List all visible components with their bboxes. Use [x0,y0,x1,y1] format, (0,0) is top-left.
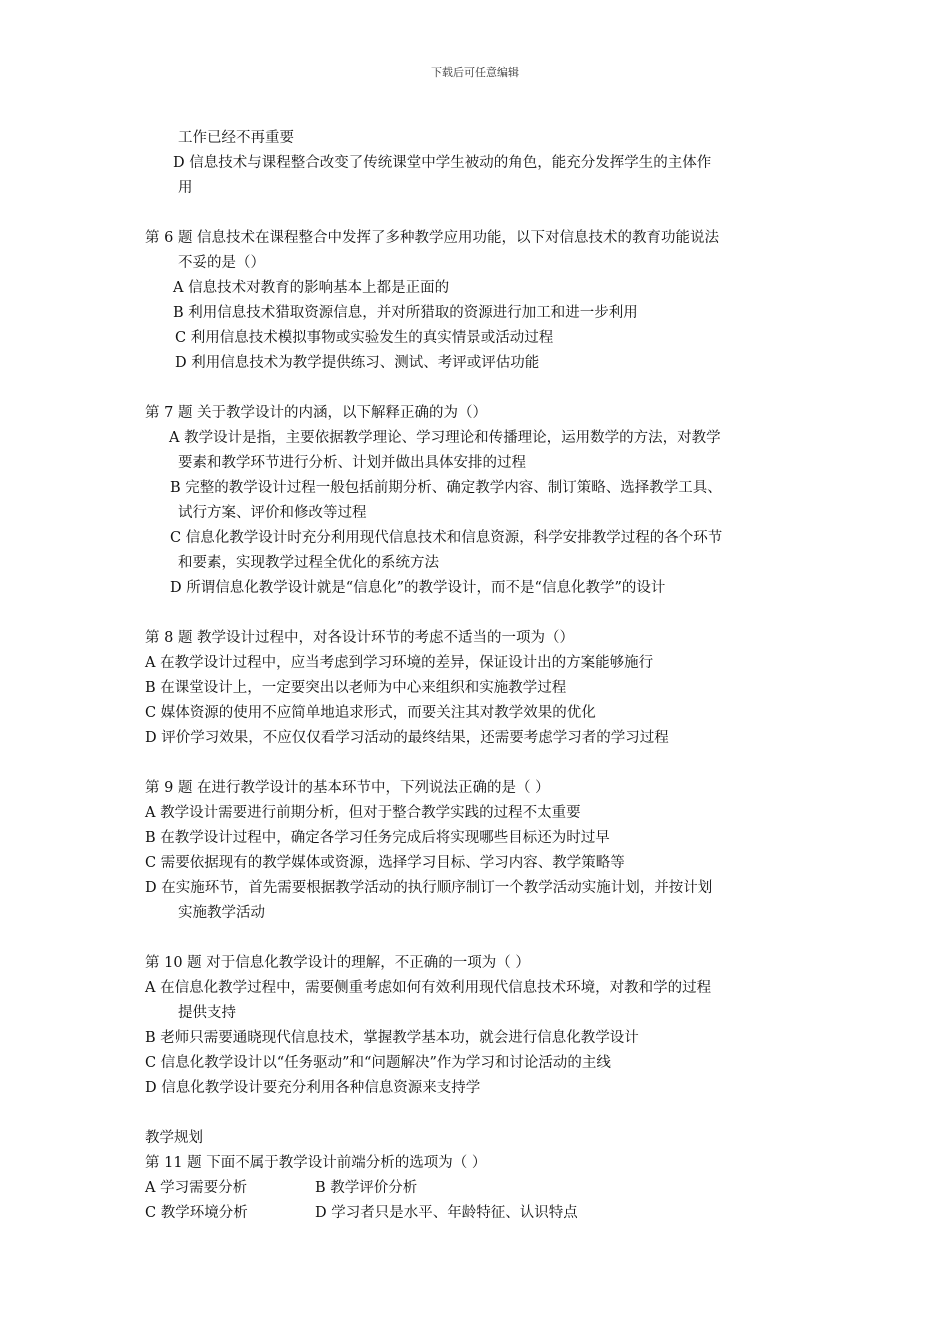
option-a: A 在信息化教学过程中，需要侧重考虑如何有效利用现代信息技术环境，对教和学的过程 [145,980,712,996]
options-row-1 [145,1176,810,1201]
question-stem: 第 8 题 教学设计过程中，对各设计环节的考虑不适当的一项为（） [145,630,575,646]
question-stem: 第 11 题 下面不属于教学设计前端分析的选项为（ ） [145,1155,487,1171]
option-c: C 需要依据现有的教学媒体或资源，选择学习目标、学习内容、教学策略等 [145,855,625,871]
continued-text: 工作已经不再重要 [178,130,294,146]
option-d: D 信息化教学设计要充分利用各种信息资源来支持学 [145,1080,481,1096]
option-b-cont: 试行方案、评价和修改等过程 [178,505,367,521]
question-6 [145,226,810,376]
option-c: C 媒体资源的使用不应简单地追求形式，而要关注其对教学效果的优化 [145,705,596,721]
option-d-cont: 用 [178,180,193,196]
option-d: D 评价学习效果，不应仅仅看学习活动的最终结果，还需要考虑学习者的学习过程 [145,730,669,746]
option-a-cont: 要素和教学环节进行分析、计划并做出具体安排的过程 [178,455,526,471]
question-stem-cont: 不妥的是（） [178,255,265,271]
question-stem: 第 7 题 关于教学设计的内涵，以下解释正确的为（） [145,405,488,421]
option-d-cont: 实施教学活动 [178,905,265,921]
option-a: A 教学设计需要进行前期分析，但对于整合教学实践的过程不太重要 [145,805,581,821]
option-b: B 在课堂设计上，一定要突出以老师为中心来组织和实施教学过程 [145,680,567,696]
option-a: A 信息技术对教育的影响基本上都是正面的 [173,280,450,296]
question-stem: 第 10 题 对于信息化教学设计的理解，不正确的一项为（ ） [145,955,530,971]
question-10 [145,951,810,1101]
option-c: C 信息化教学设计以“任务驱动”和“问题解决”作为学习和讨论活动的主线 [145,1055,611,1071]
option-c: C 信息化教学设计时充分利用现代信息技术和信息资源，科学安排教学过程的各个环节 [170,530,723,546]
option-a: A 教学设计是指，主要依据教学理论、学习理论和传播理论，运用数学的方法，对教学 [169,430,721,446]
option-d: D 利用信息技术为教学提供练习、测试、考评或评估功能 [175,355,540,371]
option-b: B 利用信息技术猎取资源信息，并对所猎取的资源进行加工和进一步利用 [173,305,638,321]
page-header: 下载后可任意编辑 [431,66,519,79]
option-b: B 老师只需要通晓现代信息技术，掌握教学基本功，就会进行信息化教学设计 [145,1030,639,1046]
option-c: C 教学环境分析 [145,1205,248,1221]
question-7 [145,401,810,601]
question-9 [145,776,810,926]
option-c: C 利用信息技术模拟事物或实验发生的真实情景或活动过程 [175,330,554,346]
option-c-cont: 和要素，实现教学过程全优化的系统方法 [178,555,439,571]
question-11 [145,1151,810,1226]
options-row-2 [145,1201,810,1226]
option-a-cont: 提供支持 [178,1005,236,1021]
option-b: B 完整的教学设计过程一般包括前期分析、确定教学内容、制订策略、选择教学工具、 [170,480,722,496]
option-d: D 信息技术与课程整合改变了传统课堂中学生被动的角色，能充分发挥学生的主体作 [173,155,712,171]
continuation-block [145,126,810,201]
option-d: D 所谓信息化教学设计就是“信息化”的教学设计，而不是“信息化教学”的设计 [170,580,666,596]
option-b: B 在教学设计过程中，确定各学习任务完成后将实现哪些目标还为时过早 [145,830,610,846]
question-stem: 第 9 题 在进行教学设计的基本环节中，下列说法正确的是（ ） [145,780,550,796]
section-title: 教学规划 [145,1130,203,1146]
option-b: B 教学评价分析 [315,1180,418,1196]
option-d: D 学习者只是水平、年龄特征、认识特点 [315,1205,578,1221]
option-d: D 在实施环节，首先需要根据教学活动的执行顺序制订一个教学活动实施计划，并按计划 [145,880,713,896]
question-stem: 第 6 题 信息技术在课程整合中发挥了多种教学应用功能，以下对信息技术的教育功能说法 [145,230,720,246]
question-8 [145,626,810,751]
option-a: A 在教学设计过程中，应当考虑到学习环境的差异，保证设计出的方案能够施行 [145,655,654,671]
document-body [145,126,810,1226]
option-a: A 学习需要分析 [145,1180,248,1196]
